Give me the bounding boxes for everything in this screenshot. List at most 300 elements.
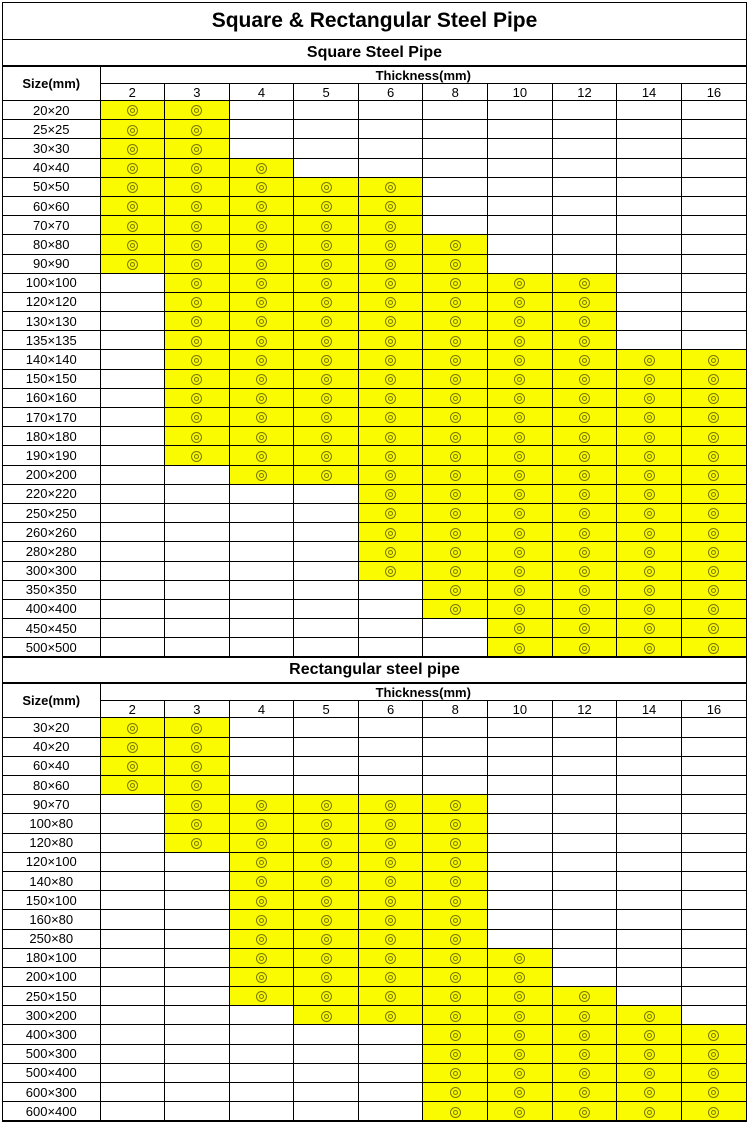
available-cell: [100, 235, 165, 254]
concentric-circle-icon: [256, 953, 267, 964]
available-cell: [358, 967, 423, 986]
available-cell: [358, 833, 423, 852]
available-cell: [488, 312, 553, 331]
concentric-circle-icon: [191, 780, 202, 791]
available-cell: [294, 871, 359, 890]
concentric-circle-icon: [579, 336, 590, 347]
available-cell: [617, 561, 682, 580]
empty-cell: [294, 120, 359, 139]
empty-cell: [488, 776, 553, 795]
empty-cell: [358, 638, 423, 657]
available-cell: [165, 196, 230, 215]
empty-cell: [552, 948, 617, 967]
available-cell: [229, 891, 294, 910]
empty-cell: [229, 1006, 294, 1025]
empty-cell: [552, 891, 617, 910]
concentric-circle-icon: [644, 585, 655, 596]
empty-cell: [229, 484, 294, 503]
available-cell: [100, 101, 165, 120]
empty-cell: [617, 292, 682, 311]
empty-cell: [681, 756, 746, 775]
available-cell: [681, 1025, 746, 1044]
concentric-circle-icon: [514, 412, 525, 423]
available-cell: [165, 235, 230, 254]
section-title: Square Steel Pipe: [3, 40, 746, 66]
empty-cell: [488, 158, 553, 177]
available-cell: [358, 484, 423, 503]
empty-cell: [165, 484, 230, 503]
empty-cell: [294, 139, 359, 158]
concentric-circle-icon: [127, 125, 138, 136]
empty-cell: [552, 910, 617, 929]
concentric-circle-icon: [385, 201, 396, 212]
size-cell: 40×40: [3, 158, 100, 177]
concentric-circle-icon: [321, 259, 332, 270]
concentric-circle-icon: [385, 528, 396, 539]
table-row: [3, 795, 746, 814]
concentric-circle-icon: [191, 451, 202, 462]
available-cell: [617, 503, 682, 522]
empty-cell: [100, 833, 165, 852]
available-cell: [229, 273, 294, 292]
size-cell: 250×150: [3, 987, 100, 1006]
empty-cell: [358, 139, 423, 158]
available-cell: [488, 948, 553, 967]
concentric-circle-icon: [321, 953, 332, 964]
empty-cell: [100, 814, 165, 833]
available-cell: [617, 1006, 682, 1025]
available-cell: [423, 254, 488, 273]
available-cell: [552, 619, 617, 638]
available-cell: [165, 312, 230, 331]
concentric-circle-icon: [191, 259, 202, 270]
available-cell: [423, 369, 488, 388]
table-row: [3, 599, 746, 618]
available-cell: [552, 987, 617, 1006]
concentric-circle-icon: [256, 896, 267, 907]
empty-cell: [294, 599, 359, 618]
empty-cell: [552, 120, 617, 139]
empty-cell: [552, 158, 617, 177]
available-cell: [294, 929, 359, 948]
empty-cell: [617, 216, 682, 235]
available-cell: [358, 852, 423, 871]
size-cell: 260×260: [3, 523, 100, 542]
empty-cell: [100, 1102, 165, 1121]
concentric-circle-icon: [450, 991, 461, 1002]
available-cell: [423, 1063, 488, 1082]
available-cell: [488, 273, 553, 292]
empty-cell: [681, 718, 746, 737]
available-cell: [229, 852, 294, 871]
available-cell: [294, 967, 359, 986]
concentric-circle-icon: [256, 221, 267, 232]
concentric-circle-icon: [191, 105, 202, 116]
available-cell: [488, 503, 553, 522]
concentric-circle-icon: [708, 1107, 719, 1118]
available-cell: [165, 814, 230, 833]
empty-cell: [100, 312, 165, 331]
empty-cell: [294, 1044, 359, 1063]
available-cell: [165, 273, 230, 292]
available-cell: [423, 388, 488, 407]
thickness-column-header: 12: [552, 701, 617, 718]
size-cell: 500×300: [3, 1044, 100, 1063]
available-cell: [165, 139, 230, 158]
table-row: [3, 718, 746, 737]
empty-cell: [358, 1025, 423, 1044]
empty-cell: [617, 948, 682, 967]
concentric-circle-icon: [450, 953, 461, 964]
empty-cell: [165, 523, 230, 542]
concentric-circle-icon: [579, 1087, 590, 1098]
available-cell: [488, 542, 553, 561]
empty-cell: [423, 120, 488, 139]
available-cell: [294, 833, 359, 852]
empty-cell: [100, 542, 165, 561]
concentric-circle-icon: [644, 355, 655, 366]
available-cell: [229, 871, 294, 890]
empty-cell: [100, 408, 165, 427]
concentric-circle-icon: [450, 412, 461, 423]
concentric-circle-icon: [708, 1030, 719, 1041]
empty-cell: [294, 737, 359, 756]
concentric-circle-icon: [127, 780, 138, 791]
concentric-circle-icon: [450, 585, 461, 596]
concentric-circle-icon: [450, 374, 461, 385]
concentric-circle-icon: [256, 182, 267, 193]
concentric-circle-icon: [579, 643, 590, 654]
concentric-circle-icon: [579, 297, 590, 308]
table-row: [3, 101, 746, 120]
empty-cell: [617, 101, 682, 120]
available-cell: [100, 718, 165, 737]
table-row: [3, 619, 746, 638]
concentric-circle-icon: [256, 336, 267, 347]
available-cell: [617, 408, 682, 427]
concentric-circle-icon: [191, 182, 202, 193]
concentric-circle-icon: [127, 723, 138, 734]
empty-cell: [229, 1025, 294, 1044]
available-cell: [423, 561, 488, 580]
available-cell: [552, 1006, 617, 1025]
available-cell: [294, 1006, 359, 1025]
empty-cell: [617, 929, 682, 948]
size-cell: 90×70: [3, 795, 100, 814]
empty-cell: [681, 795, 746, 814]
available-cell: [294, 273, 359, 292]
table-row: [3, 292, 746, 311]
empty-cell: [358, 599, 423, 618]
available-cell: [358, 254, 423, 273]
empty-cell: [358, 619, 423, 638]
empty-cell: [100, 465, 165, 484]
table-row: [3, 139, 746, 158]
concentric-circle-icon: [385, 259, 396, 270]
available-cell: [229, 369, 294, 388]
available-cell: [552, 350, 617, 369]
concentric-circle-icon: [385, 240, 396, 251]
empty-cell: [617, 871, 682, 890]
concentric-circle-icon: [514, 547, 525, 558]
available-cell: [617, 1063, 682, 1082]
empty-cell: [294, 580, 359, 599]
concentric-circle-icon: [450, 876, 461, 887]
available-cell: [423, 795, 488, 814]
empty-cell: [681, 967, 746, 986]
concentric-circle-icon: [450, 1049, 461, 1060]
concentric-circle-icon: [450, 1011, 461, 1022]
available-cell: [552, 273, 617, 292]
table-row: [3, 967, 746, 986]
available-cell: [423, 1044, 488, 1063]
empty-cell: [358, 158, 423, 177]
size-cell: 140×80: [3, 871, 100, 890]
size-cell: 150×100: [3, 891, 100, 910]
available-cell: [358, 891, 423, 910]
table-row: [3, 273, 746, 292]
empty-cell: [552, 929, 617, 948]
available-cell: [423, 465, 488, 484]
concentric-circle-icon: [579, 470, 590, 481]
empty-cell: [617, 273, 682, 292]
empty-cell: [681, 737, 746, 756]
empty-cell: [100, 484, 165, 503]
concentric-circle-icon: [644, 1068, 655, 1079]
available-cell: [423, 891, 488, 910]
concentric-circle-icon: [644, 547, 655, 558]
available-cell: [358, 408, 423, 427]
available-cell: [294, 891, 359, 910]
empty-cell: [165, 1102, 230, 1121]
concentric-circle-icon: [256, 259, 267, 270]
empty-cell: [294, 523, 359, 542]
available-cell: [488, 638, 553, 657]
available-cell: [100, 120, 165, 139]
available-cell: [358, 948, 423, 967]
available-cell: [294, 408, 359, 427]
available-cell: [488, 1006, 553, 1025]
concentric-circle-icon: [514, 1049, 525, 1060]
table-row: [3, 120, 746, 139]
concentric-circle-icon: [579, 585, 590, 596]
concentric-circle-icon: [256, 451, 267, 462]
available-cell: [165, 737, 230, 756]
concentric-circle-icon: [385, 972, 396, 983]
concentric-circle-icon: [579, 1049, 590, 1060]
empty-cell: [229, 756, 294, 775]
concentric-circle-icon: [385, 374, 396, 385]
empty-cell: [617, 139, 682, 158]
concentric-circle-icon: [514, 374, 525, 385]
available-cell: [294, 814, 359, 833]
size-cell: 60×40: [3, 756, 100, 775]
available-cell: [229, 312, 294, 331]
size-cell: 135×135: [3, 331, 100, 350]
available-cell: [100, 254, 165, 273]
concentric-circle-icon: [385, 489, 396, 500]
concentric-circle-icon: [708, 470, 719, 481]
empty-cell: [681, 196, 746, 215]
table-row: [3, 910, 746, 929]
empty-cell: [681, 871, 746, 890]
size-cell: 190×190: [3, 446, 100, 465]
empty-cell: [552, 718, 617, 737]
empty-cell: [100, 427, 165, 446]
size-cell: 60×60: [3, 196, 100, 215]
available-cell: [552, 427, 617, 446]
concentric-circle-icon: [514, 336, 525, 347]
available-cell: [165, 216, 230, 235]
available-cell: [552, 484, 617, 503]
concentric-circle-icon: [644, 1030, 655, 1041]
concentric-circle-icon: [579, 547, 590, 558]
empty-cell: [681, 158, 746, 177]
empty-cell: [100, 1025, 165, 1044]
available-cell: [423, 910, 488, 929]
available-cell: [165, 756, 230, 775]
concentric-circle-icon: [644, 1107, 655, 1118]
concentric-circle-icon: [644, 432, 655, 443]
available-cell: [358, 795, 423, 814]
thickness-header: Thickness(mm): [100, 684, 746, 701]
empty-cell: [681, 948, 746, 967]
empty-cell: [165, 465, 230, 484]
empty-cell: [100, 619, 165, 638]
concentric-circle-icon: [191, 412, 202, 423]
available-cell: [488, 580, 553, 599]
empty-cell: [488, 177, 553, 196]
size-cell: 80×80: [3, 235, 100, 254]
concentric-circle-icon: [191, 125, 202, 136]
table-row: [3, 465, 746, 484]
concentric-circle-icon: [321, 896, 332, 907]
available-cell: [681, 523, 746, 542]
size-cell: 30×30: [3, 139, 100, 158]
available-cell: [423, 331, 488, 350]
empty-cell: [423, 158, 488, 177]
concentric-circle-icon: [514, 604, 525, 615]
concentric-circle-icon: [191, 432, 202, 443]
table-row: [3, 737, 746, 756]
empty-cell: [617, 756, 682, 775]
available-cell: [488, 1102, 553, 1121]
empty-cell: [229, 503, 294, 522]
empty-cell: [100, 561, 165, 580]
available-cell: [423, 1102, 488, 1121]
concentric-circle-icon: [256, 374, 267, 385]
thickness-column-header: 10: [488, 84, 553, 101]
available-cell: [617, 619, 682, 638]
size-cell: 160×160: [3, 388, 100, 407]
available-cell: [552, 1025, 617, 1044]
available-cell: [488, 1083, 553, 1102]
available-cell: [423, 523, 488, 542]
available-cell: [229, 427, 294, 446]
empty-cell: [423, 718, 488, 737]
empty-cell: [552, 216, 617, 235]
available-cell: [229, 814, 294, 833]
available-cell: [423, 929, 488, 948]
empty-cell: [552, 776, 617, 795]
concentric-circle-icon: [514, 623, 525, 634]
empty-cell: [681, 929, 746, 948]
concentric-circle-icon: [256, 934, 267, 945]
concentric-circle-icon: [708, 585, 719, 596]
available-cell: [294, 987, 359, 1006]
empty-cell: [100, 523, 165, 542]
empty-cell: [552, 139, 617, 158]
available-cell: [165, 101, 230, 120]
concentric-circle-icon: [644, 374, 655, 385]
size-column-header: Size(mm): [3, 67, 100, 101]
concentric-circle-icon: [321, 336, 332, 347]
available-cell: [165, 718, 230, 737]
concentric-circle-icon: [256, 278, 267, 289]
concentric-circle-icon: [191, 316, 202, 327]
concentric-circle-icon: [450, 528, 461, 539]
size-cell: 600×400: [3, 1102, 100, 1121]
empty-cell: [681, 987, 746, 1006]
available-cell: [165, 177, 230, 196]
concentric-circle-icon: [450, 470, 461, 481]
empty-cell: [165, 1006, 230, 1025]
empty-cell: [229, 619, 294, 638]
available-cell: [294, 795, 359, 814]
concentric-circle-icon: [708, 393, 719, 404]
available-cell: [552, 638, 617, 657]
concentric-circle-icon: [256, 470, 267, 481]
empty-cell: [552, 795, 617, 814]
available-cell: [165, 369, 230, 388]
empty-cell: [488, 737, 553, 756]
concentric-circle-icon: [191, 761, 202, 772]
available-cell: [165, 427, 230, 446]
concentric-circle-icon: [514, 1030, 525, 1041]
empty-cell: [165, 891, 230, 910]
available-cell: [681, 619, 746, 638]
thickness-column-header: 2: [100, 84, 165, 101]
empty-cell: [681, 910, 746, 929]
thickness-column-header: 14: [617, 701, 682, 718]
available-cell: [229, 833, 294, 852]
available-cell: [165, 446, 230, 465]
empty-cell: [100, 852, 165, 871]
concentric-circle-icon: [450, 1107, 461, 1118]
concentric-circle-icon: [450, 297, 461, 308]
thickness-column-header: 4: [229, 84, 294, 101]
empty-cell: [423, 776, 488, 795]
empty-cell: [488, 795, 553, 814]
concentric-circle-icon: [385, 857, 396, 868]
concentric-circle-icon: [256, 972, 267, 983]
concentric-circle-icon: [579, 412, 590, 423]
empty-cell: [229, 737, 294, 756]
available-cell: [423, 427, 488, 446]
concentric-circle-icon: [708, 623, 719, 634]
available-cell: [552, 369, 617, 388]
available-cell: [617, 1025, 682, 1044]
empty-cell: [681, 216, 746, 235]
concentric-circle-icon: [385, 278, 396, 289]
available-cell: [681, 638, 746, 657]
available-cell: [488, 561, 553, 580]
concentric-circle-icon: [514, 470, 525, 481]
table-row: [3, 408, 746, 427]
table-row: [3, 542, 746, 561]
concentric-circle-icon: [385, 566, 396, 577]
concentric-circle-icon: [127, 182, 138, 193]
